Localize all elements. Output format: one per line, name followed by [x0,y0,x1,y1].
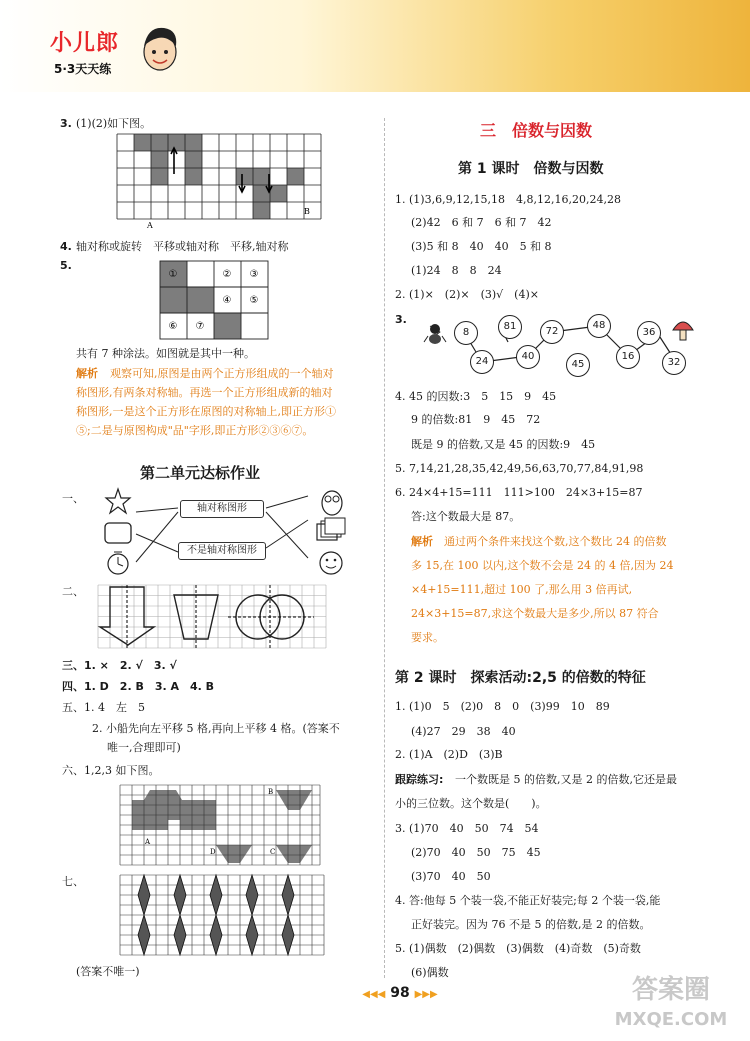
diamond-pattern-grid [120,875,324,957]
jiexi-line-3: 称图形,一是这个正方形在原图的对称轴上,即正方形① [76,405,336,418]
mascot-icon [138,22,182,74]
r4-line-1: 4. 45 的因数:3 5 15 9 45 [395,390,557,403]
s1-line-2: (4)27 29 38 40 [411,725,516,738]
q5-label: 5. [60,259,72,272]
chain-number-48: 48 [587,314,611,338]
r3-label: 3. [395,313,407,326]
q3-label: 3. [60,117,72,130]
smiley-icon [318,550,344,576]
q5-cell-3: ③ [249,269,259,280]
r2-line: 2. (1)× (2)× (3)√ (4)× [395,288,539,301]
s3-line-2: (2)70 40 50 75 45 [411,846,541,859]
chain-number-72: 72 [540,320,564,344]
chain-number-8: 8 [454,321,478,345]
r1-line-1: 1. (1)3,6,9,12,15,18 4,8,12,16,20,24,28 [395,193,622,206]
watermark-logo: 答案圈 [631,975,710,1005]
grid6-label-a: A [145,838,151,846]
brand-logo [40,20,180,80]
r-jiexi-line-5: 要求。 [411,631,444,644]
grid6-label-c: C [270,848,276,856]
matching-lines [134,500,314,570]
r4-line-2: 9 的倍数:81 9 45 72 [411,413,541,426]
r1-line-2: (2)42 6 和 7 6 和 7 42 [411,216,552,229]
chain-number-32: 32 [662,351,686,375]
q5-cell-6: ⑥ [168,321,178,332]
s4-line-2: 正好装完。因为 76 不是 5 的倍数,是 2 的倍数。 [411,918,651,931]
lesson2-title: 第 2 课时 探索活动:2,5 的倍数的特征 [395,670,646,686]
mushroom-icon [672,318,694,342]
r6-line-1: 6. 24×4+15=111 111>100 24×3+15=87 [395,486,643,499]
page-header [0,0,750,92]
sec6-text: 六、1,2,3 如下图。 [62,764,160,777]
watermark [596,975,746,1039]
watermark-url: MXQE.COM [614,1009,728,1030]
chain-number-24: 24 [470,350,494,374]
q5-cell-1: ① [168,269,178,280]
s5-line-2: (6)偶数 [411,966,449,979]
translation-grid [120,785,320,865]
next-arrows-icon: ▶▶▶ [414,989,438,1000]
grid1-label-b: B [304,207,310,216]
q5-cell-7: ⑦ [195,321,205,332]
jiexi-label: 解析 [76,367,98,380]
chain-number-81: 81 [498,315,522,339]
r-jiexi-line-2: 多 15,在 100 以内,这个数不会是 24 的 4 倍,因为 24 [411,559,674,572]
sec7-note: (答案不唯一) [76,965,140,978]
s1-line-1: 1. (1)0 5 (2)0 8 0 (3)99 10 89 [395,700,610,713]
s2-line: 2. (1)A (2)D (3)B [395,748,503,761]
chain-number-36: 36 [637,321,661,345]
column-divider [384,118,385,978]
jiexi-line-2: 称图形,有两条对称轴。再选一个正方形组成新的轴对 [76,386,333,399]
r6-line-2: 答:这个数最大是 87。 [411,510,521,523]
rounded-rect-icon [104,522,132,544]
s4-line-1: 4. 答:他每 5 个装一袋,不能正好装完;每 2 个装一袋,能 [395,894,661,907]
chapter-title: 三 倍数与因数 [480,121,593,140]
box-symmetric: 轴对称图形 [180,500,264,518]
sec3-answers: 三、1. × 2. √ 3. √ [62,659,177,672]
chain-number-40: 40 [516,345,540,369]
clock-icon [106,550,130,576]
prev-arrows-icon: ◀◀◀ [362,989,386,1000]
symmetry-axes-grid [98,585,326,649]
q5-cell-4: ④ [222,295,232,306]
brand-title: 小儿郎 [50,31,120,56]
q5-cell-5: ⑤ [249,295,259,306]
page-number-footer [350,985,450,1001]
stacked-cards-icon [316,518,346,542]
q5-grid [160,261,268,341]
q4-text: 轴对称或旋转 平移或轴对称 平移,轴对称 [76,240,289,253]
r-jiexi-line-1: 通过两个条件来找这个数,这个数比 24 的倍数 [444,535,667,548]
r4-line-3: 既是 9 的倍数,又是 45 的因数:9 45 [411,438,596,451]
sec1-label: 一、 [62,492,84,505]
grid6-label-b: B [268,788,274,796]
sec5-line-2: 2. 小船先向左平移 5 格,再向上平移 4 格。(答案不 [92,722,340,735]
star-icon [105,488,131,514]
grid1-label-a: A [147,221,153,230]
chain-number-16: 16 [616,345,640,369]
follow-label: 跟踪练习: [395,773,444,786]
lesson1-title: 第 1 课时 倍数与因数 [458,161,604,177]
follow-line-1: 一个数既是 5 的倍数,又是 2 的倍数,它还是最 [455,773,677,786]
brand-subtitle: 5·3天天练 [54,62,112,76]
sec5-line-1: 五、1. 4 左 5 [62,701,145,714]
q5-cell-2: ② [222,269,232,280]
s3-line-1: 3. (1)70 40 50 74 54 [395,822,539,835]
box-not-symmetric: 不是轴对称图形 [178,542,266,560]
page-number: 98 [390,985,410,1001]
s3-line-3: (3)70 40 50 [411,870,491,883]
unit2-title: 第二单元达标作业 [140,464,261,482]
r-jiexi-label: 解析 [411,535,433,548]
jiexi-line-1: 观察可知,原图是由两个正方形组成的一个轴对 [110,367,334,380]
q5-answer: 共有 7 种涂法。如图就是其中一种。 [76,347,255,360]
ant-icon [424,322,446,346]
sec2-label: 二、 [62,585,84,598]
grid6-label-d: D [210,848,216,856]
q4-label: 4. [60,240,72,253]
owl-icon [320,488,344,516]
sec7-label: 七、 [62,875,84,888]
follow-line-2: 小的三位数。这个数是( )。 [395,797,547,810]
symmetry-grid-1 [117,134,327,232]
chain-number-45: 45 [566,353,590,377]
r1-line-4: (1)24 8 8 24 [411,264,502,277]
r-jiexi-line-3: ×4+15=111,超过 100 了,那么用 3 倍再试, [411,583,633,596]
r-jiexi-line-4: 24×3+15=87,求这个数最大是多少,所以 87 符合 [411,607,659,620]
jiexi-line-4: ⑤;二是与原图构成"品"字形,即正方形②③⑥⑦。 [76,424,314,437]
sec5-line-3: 唯一,合理即可) [107,741,181,754]
r1-line-3: (3)5 和 8 40 40 5 和 8 [411,240,552,253]
sec4-answers: 四、1. D 2. B 3. A 4. B [62,680,215,693]
q3-text: (1)(2)如下图。 [76,117,152,130]
s5-line-1: 5. (1)偶数 (2)偶数 (3)偶数 (4)奇数 (5)奇数 [395,942,641,955]
r5-line: 5. 7,14,21,28,35,42,49,56,63,70,77,84,91,98 [395,462,644,475]
